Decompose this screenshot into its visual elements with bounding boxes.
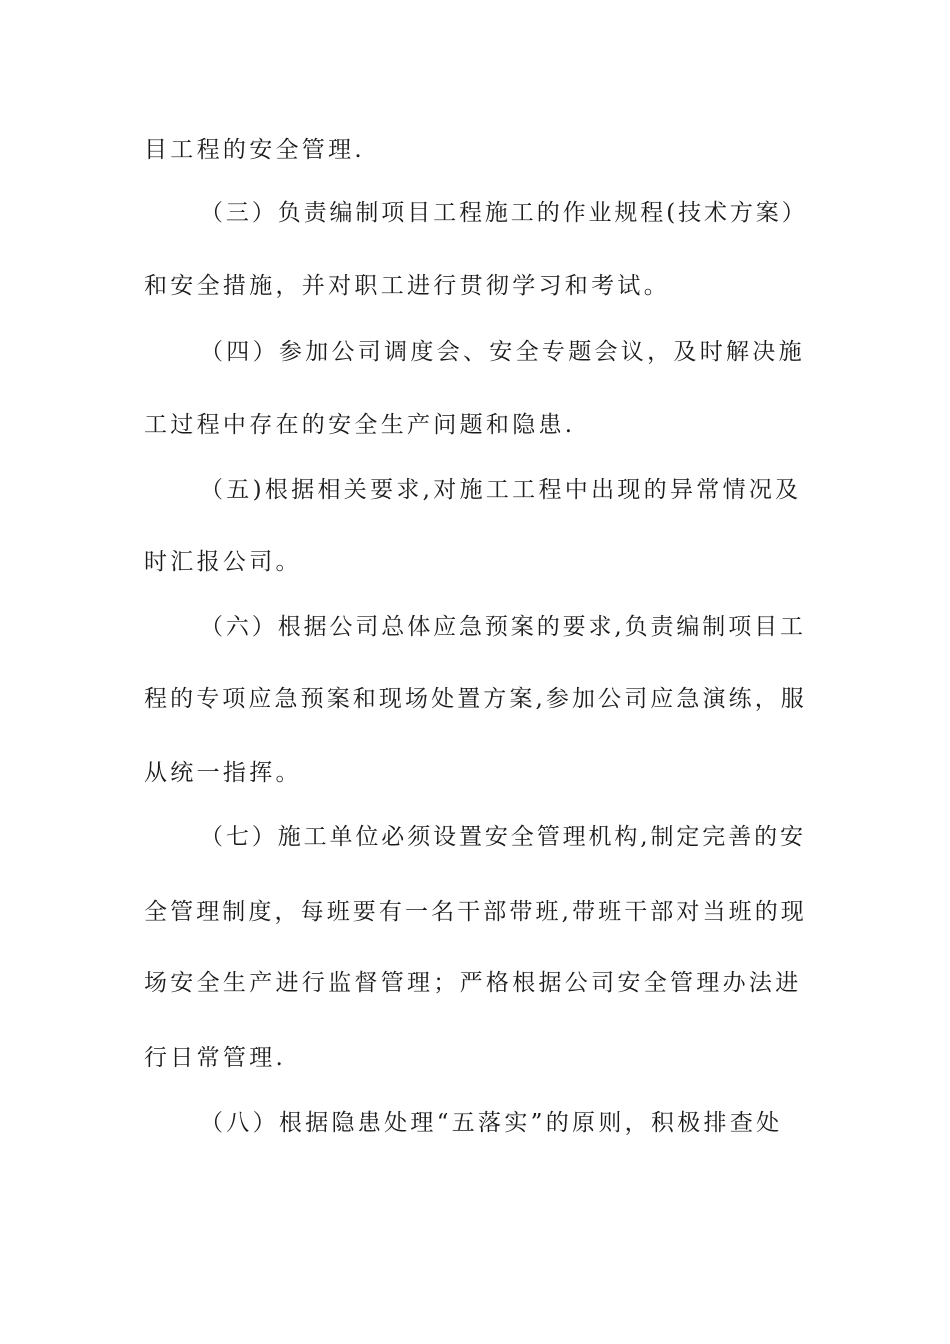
text-line: 全管理制度，每班要有一名干部带班,带班干部对当班的现 [144,899,807,925]
text-line: （八）根据隐患处理“五落实”的原则，积极排查处 [200,1110,783,1136]
text-line: 和安全措施，并对职工进行贯彻学习和考试。 [144,273,670,299]
text-line: （五)根据相关要求,对施工工程中出现的异常情况及 [200,477,802,503]
text-line: 程的专项应急预案和现场处置方案,参加公司应急演练，服 [144,686,807,712]
text-line: 从统一指挥。 [144,760,302,786]
text-line: （六）根据公司总体应急预案的要求,负责编制项目工 [200,614,806,640]
text-line: 场安全生产进行监督管理；严格根据公司安全管理办法进 [144,970,802,996]
text-line: （三）负责编制项目工程施工的作业规程(技术方案） [200,200,808,226]
text-line: （四）参加公司调度会、安全专题会议，及时解决施 [200,339,805,365]
text-line: 工过程中存在的安全生产问题和隐患. [144,412,576,438]
text-line: （七）施工单位必须设置安全管理机构,制定完善的安 [200,824,806,850]
text-line: 目工程的安全管理. [144,137,366,163]
text-line: 行日常管理. [144,1045,287,1071]
text-line: 时汇报公司。 [144,549,302,575]
